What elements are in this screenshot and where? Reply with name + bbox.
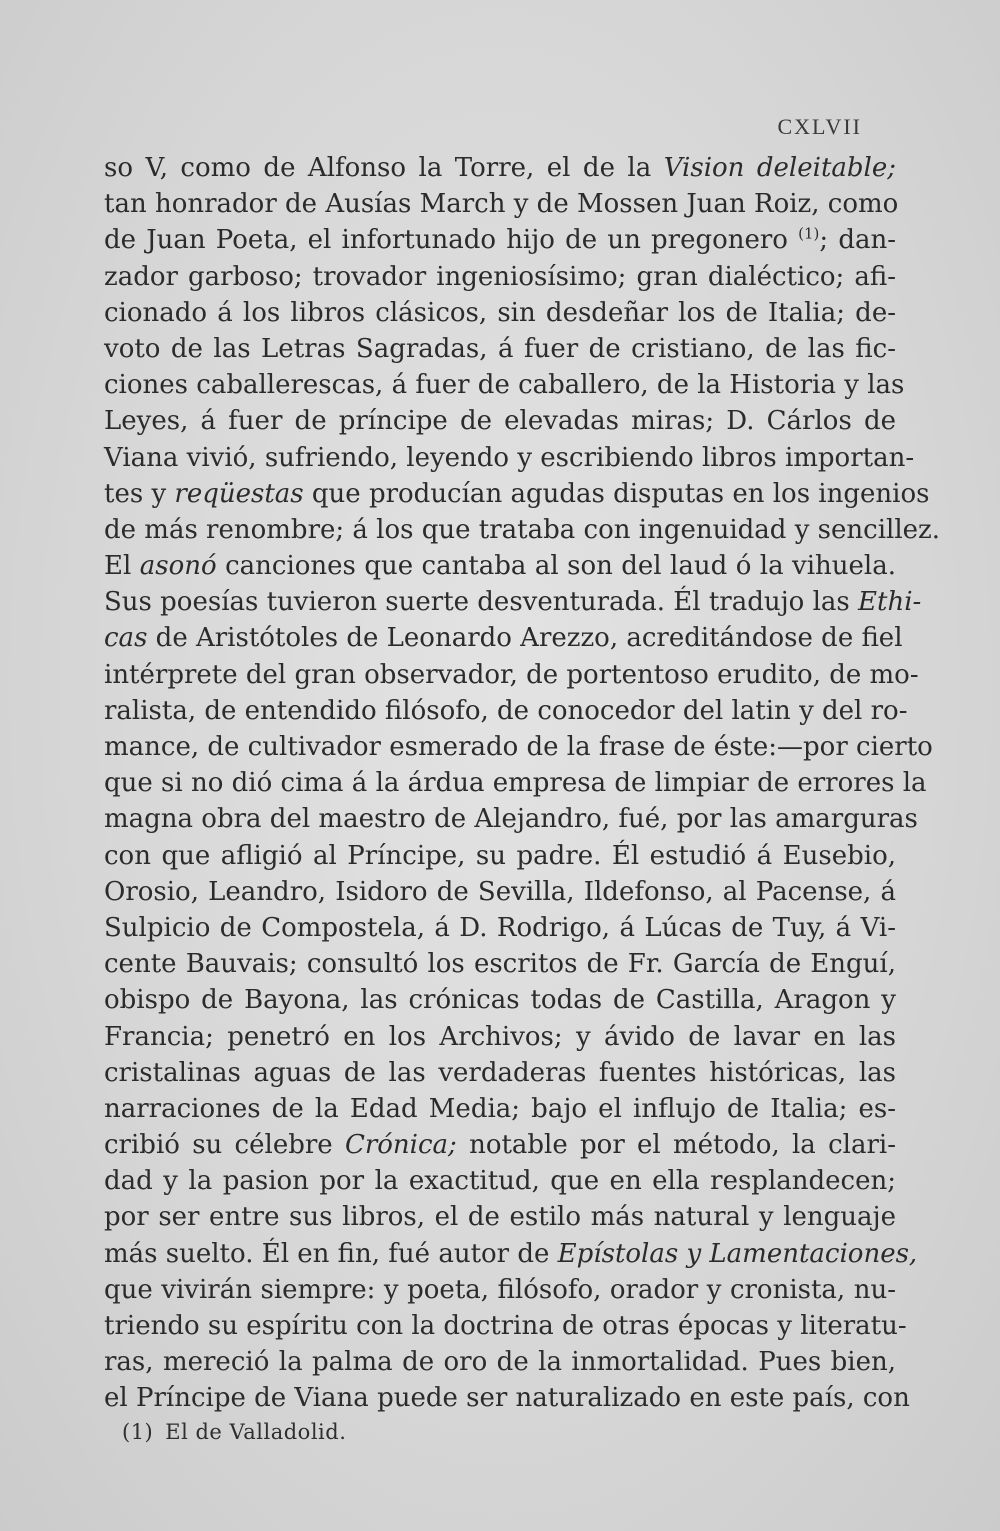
text-line — [104, 982, 896, 1018]
text-line — [104, 801, 918, 837]
body-text — [104, 150, 940, 1417]
text-run: tan honrador de Ausías March y de Mossen Juan Roiz, como — [104, 189, 899, 220]
text-run: narraciones de la Edad Media; bajo el influjo de Italia; es- — [104, 1093, 896, 1124]
italic-title: reqüestas — [174, 478, 304, 509]
text-line — [104, 1091, 896, 1127]
footnote — [122, 1420, 346, 1444]
text-line — [104, 150, 896, 186]
text-line — [104, 729, 933, 765]
text-line — [104, 874, 896, 910]
text-line — [104, 1055, 896, 1091]
text-run: magna obra del maestro de Alejandro, fué, por las amarguras — [104, 804, 918, 835]
text-line — [104, 1019, 896, 1055]
text-line — [104, 620, 903, 656]
text-run: de más renombre; á los que trataba con ingenuidad y sencillez. — [104, 514, 940, 545]
text-run: mance, de cultivador esmerado de la frase de éste:—por cierto — [104, 732, 933, 762]
text-run: canciones que cantaba al son del laud ó la vihuela. — [216, 551, 896, 582]
text-run: el Príncipe de Viana puede ser naturalizado en este país, con — [104, 1383, 910, 1414]
text-line — [104, 512, 940, 548]
text-run: zador garboso; trovador ingeniosísimo; gran dialéctico; afi- — [104, 261, 896, 292]
text-run: con que afligió al Príncipe, su padre. Él estudió á Eusebio, — [104, 840, 896, 871]
text-run: por ser entre sus libros, el de estilo más natural y lenguaje — [104, 1202, 896, 1233]
text-line — [104, 1236, 918, 1272]
text-line — [104, 1380, 910, 1416]
text-line — [104, 476, 930, 512]
text-run: que si no dió cima á la árdua empresa de limpiar de errores la — [104, 768, 927, 799]
text-run: cribió su célebre — [104, 1130, 345, 1161]
text-run: cente Bauvais; consultó los escritos de Fr. García de Enguí, — [104, 949, 896, 980]
text-run: voto de las Letras Sagradas, á fuer de cristiano, de las fic- — [104, 333, 896, 364]
text-line — [104, 222, 896, 258]
text-line — [104, 910, 896, 946]
text-run: Sus poesías tuvieron suerte desventurada. Él tradujo las — [104, 587, 859, 618]
text-run: cionado á los libros clásicos, sin desdeñar los de Italia; de- — [104, 297, 896, 328]
footnote-reference: (1) — [798, 224, 820, 243]
text-run: más suelto. Él en fin, fué autor de — [104, 1238, 558, 1269]
italic-title: Crónica; — [344, 1130, 457, 1161]
text-line — [104, 657, 919, 693]
text-run: tes y — [104, 478, 175, 509]
text-run: que vivirán siempre: y poeta, filósofo, orador y cronista, nu- — [104, 1274, 896, 1305]
text-line — [104, 548, 896, 584]
italic-title: asonó — [139, 551, 217, 582]
text-line — [104, 1344, 896, 1380]
text-run: so V, como de Alfonso la Torre, el de la — [104, 153, 664, 183]
text-line — [104, 331, 896, 367]
text-line — [104, 693, 908, 729]
text-run: El — [104, 551, 140, 582]
text-run: de Juan Poeta, el infortunado hijo de un pregonero — [104, 225, 799, 256]
footnote-text: El de Valladolid. — [165, 1420, 347, 1444]
text-line — [104, 186, 899, 222]
italic-title: Vision deleitable; — [663, 153, 897, 183]
text-run: que producían agudas disputas en los ingenios — [303, 478, 930, 509]
text-line — [104, 295, 896, 331]
text-line — [104, 946, 896, 982]
text-run: Orosio, Leandro, Isidoro de Sevilla, Ildefonso, al Pacense, á — [104, 876, 896, 907]
italic-title: cas — [104, 623, 148, 654]
text-run: triendo su espíritu con la doctrina de otras épocas y literatu- — [104, 1311, 907, 1341]
text-run: notable por el método, la clari- — [456, 1130, 896, 1161]
footnote-mark: (1) — [122, 1420, 154, 1444]
text-line — [104, 1127, 896, 1163]
text-line — [104, 259, 896, 295]
text-run: ras, mereció la palma de oro de la inmortalidad. Pues bien, — [104, 1347, 896, 1378]
italic-title: Epístolas y Lamentaciones, — [557, 1238, 918, 1269]
page-number: CXLVII — [777, 114, 862, 139]
text-run: Viana vivió, sufriendo, leyendo y escribiendo libros importan- — [104, 442, 915, 473]
text-line — [104, 765, 927, 801]
text-line — [104, 367, 905, 403]
text-run: ciones caballerescas, á fuer de caballero, de la Historia y las — [104, 370, 905, 401]
text-run: Francia; penetró en los Archivos; y ávido de lavar en las — [104, 1021, 896, 1052]
text-line — [104, 1272, 896, 1308]
text-line — [104, 584, 922, 620]
text-run: de Aristótoles de Leonardo Arezzo, acreditándose de fiel — [147, 623, 903, 654]
text-run: obispo de Bayona, las crónicas todas de Castilla, Aragon y — [104, 985, 896, 1016]
text-line — [104, 838, 896, 874]
text-run: dad y la pasion por la exactitud, que en ella resplandecen; — [104, 1166, 896, 1197]
text-line — [104, 440, 915, 476]
text-run: cristalinas aguas de las verdaderas fuentes históricas, las — [104, 1057, 896, 1088]
italic-title: Ethi- — [858, 587, 922, 618]
text-run: ; dan- — [819, 225, 896, 256]
text-line — [104, 1163, 896, 1199]
text-line — [104, 1308, 907, 1344]
text-run: Sulpicio de Compostela, á D. Rodrigo, á Lúcas de Tuy, á Vi- — [104, 912, 896, 943]
text-line — [104, 1199, 896, 1235]
text-line — [104, 403, 896, 439]
text-run: Leyes, á fuer de príncipe de elevadas miras; D. Cárlos de — [104, 406, 896, 437]
text-run: ralista, de entendido filósofo, de conocedor del latin y del ro- — [104, 695, 908, 726]
text-run: intérprete del gran observador, de portentoso erudito, de mo- — [104, 659, 919, 690]
